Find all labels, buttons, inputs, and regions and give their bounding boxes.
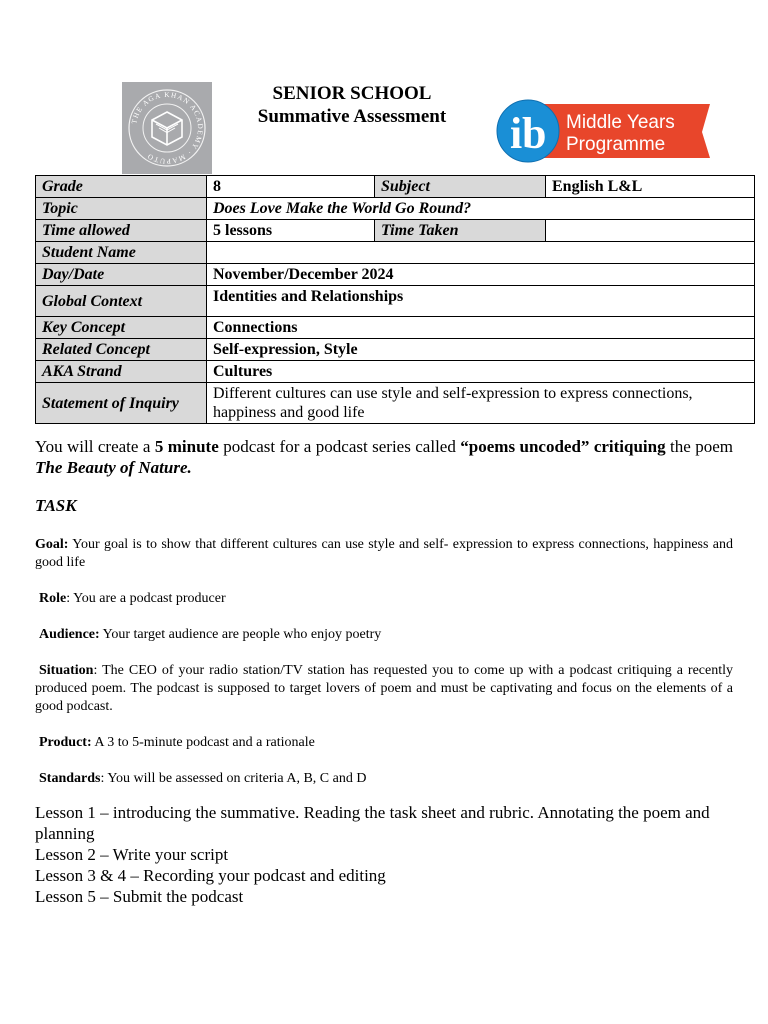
ib-myp-logo xyxy=(496,98,714,164)
grade-label: Grade xyxy=(36,176,207,198)
student-name-label: Student Name xyxy=(36,242,207,264)
row-global-context xyxy=(36,286,755,317)
intro-series-name: “poems uncoded” critiquing xyxy=(460,437,666,456)
aka-strand-value: Cultures xyxy=(207,361,755,383)
time-allowed-value: 5 lessons xyxy=(207,220,375,242)
assessment-info-table xyxy=(35,175,755,424)
audience-label: Audience: xyxy=(39,627,100,642)
global-context-value: Identities and Relationships xyxy=(207,286,755,317)
row-grade xyxy=(36,176,755,198)
document-header xyxy=(0,0,768,175)
intro-duration: 5 minute xyxy=(154,437,219,456)
aga-khan-seal-icon xyxy=(122,82,212,174)
goal-label: Goal: xyxy=(35,537,69,552)
row-topic xyxy=(36,198,755,220)
aga-khan-academy-logo xyxy=(122,82,212,174)
row-related-concept xyxy=(36,339,755,361)
goal-item xyxy=(35,536,733,572)
row-time xyxy=(36,220,755,242)
svg-text:i: i xyxy=(510,109,523,158)
audience-item xyxy=(35,626,733,644)
intro-text: the poem xyxy=(665,437,733,456)
subject-value: English L&L xyxy=(546,176,755,198)
subject-label: Subject xyxy=(375,176,546,198)
product-text: A 3 to 5-minute podcast and a rationale xyxy=(91,735,315,750)
topic-label: Topic xyxy=(36,198,207,220)
student-name-value[interactable] xyxy=(207,242,755,264)
lesson-item: Lesson 1 – introducing the summative. Reading the task sheet and rubric. Annotating the poem and planning xyxy=(35,803,710,843)
aka-strand-label: AKA Strand xyxy=(36,361,207,383)
soi-value: Different cultures can use style and self-expression to express connections, happiness and good life xyxy=(207,383,755,424)
title-block xyxy=(232,83,472,129)
row-key-concept xyxy=(36,317,755,339)
task-sheet-body xyxy=(35,436,733,907)
role-item xyxy=(35,590,733,608)
situation-label: Situation xyxy=(39,663,94,678)
situation-item xyxy=(35,662,733,716)
time-taken-label: Time Taken xyxy=(375,220,546,242)
intro-poem-title: The Beauty of Nature. xyxy=(35,458,192,477)
soi-label: Statement of Inquiry xyxy=(36,383,207,424)
seal-ring-text: THE AGA KHAN ACADEMY · MAPUTO xyxy=(130,90,205,166)
audience-text: Your target audience are people who enjoy poetry xyxy=(99,627,382,642)
topic-value: Does Love Make the World Go Round? xyxy=(207,198,755,220)
school-title: SENIOR SCHOOL xyxy=(272,83,432,104)
intro-text: podcast for a podcast series called xyxy=(218,437,461,456)
role-text: : You are a podcast producer xyxy=(66,591,226,606)
time-taken-value[interactable] xyxy=(546,220,755,242)
grade-value: 8 xyxy=(207,176,375,198)
key-concept-value: Connections xyxy=(207,317,755,339)
lesson-item: Lesson 3 & 4 – Recording your podcast and editing xyxy=(35,866,386,885)
standards-label: Standards xyxy=(39,771,101,786)
row-date xyxy=(36,264,755,286)
related-concept-value: Self-expression, Style xyxy=(207,339,755,361)
lesson-item: Lesson 5 – Submit the podcast xyxy=(35,887,244,906)
assessment-title: Summative Assessment xyxy=(257,106,447,127)
task-heading: TASK xyxy=(35,496,77,515)
ib-logo-icon xyxy=(496,98,714,164)
lesson-list xyxy=(35,802,733,907)
ib-logo-line2: Programme xyxy=(566,134,666,155)
product-item xyxy=(35,734,733,752)
key-concept-label: Key Concept xyxy=(36,317,207,339)
product-label: Product: xyxy=(39,735,92,750)
row-statement-of-inquiry xyxy=(36,383,755,424)
row-student xyxy=(36,242,755,264)
row-aka-strand xyxy=(36,361,755,383)
standards-text: : You will be assessed on criteria A, B, C and D xyxy=(100,771,367,786)
role-label: Role xyxy=(39,591,67,606)
global-context-label: Global Context xyxy=(36,286,207,317)
time-allowed-label: Time allowed xyxy=(36,220,207,242)
goal-text: Your goal is to show that different cultures can use style and self- expression to express connections, happiness and good life xyxy=(35,537,733,570)
date-value: November/December 2024 xyxy=(207,264,755,286)
svg-text:b: b xyxy=(522,109,547,158)
standards-item xyxy=(35,770,733,788)
lesson-item: Lesson 2 – Write your script xyxy=(35,845,229,864)
related-concept-label: Related Concept xyxy=(36,339,207,361)
situation-text: : The CEO of your radio station/TV station has requested you to come up with a podcast critiquing a recently produced poem. The podcast is supposed to target lovers of poem and must be captivating and focus on the elements of a good podcast. xyxy=(35,663,733,714)
intro-paragraph xyxy=(35,436,733,478)
intro-text: You will create a xyxy=(35,437,155,456)
date-label: Day/Date xyxy=(36,264,207,286)
ib-logo-line1: Middle Years xyxy=(566,112,675,133)
